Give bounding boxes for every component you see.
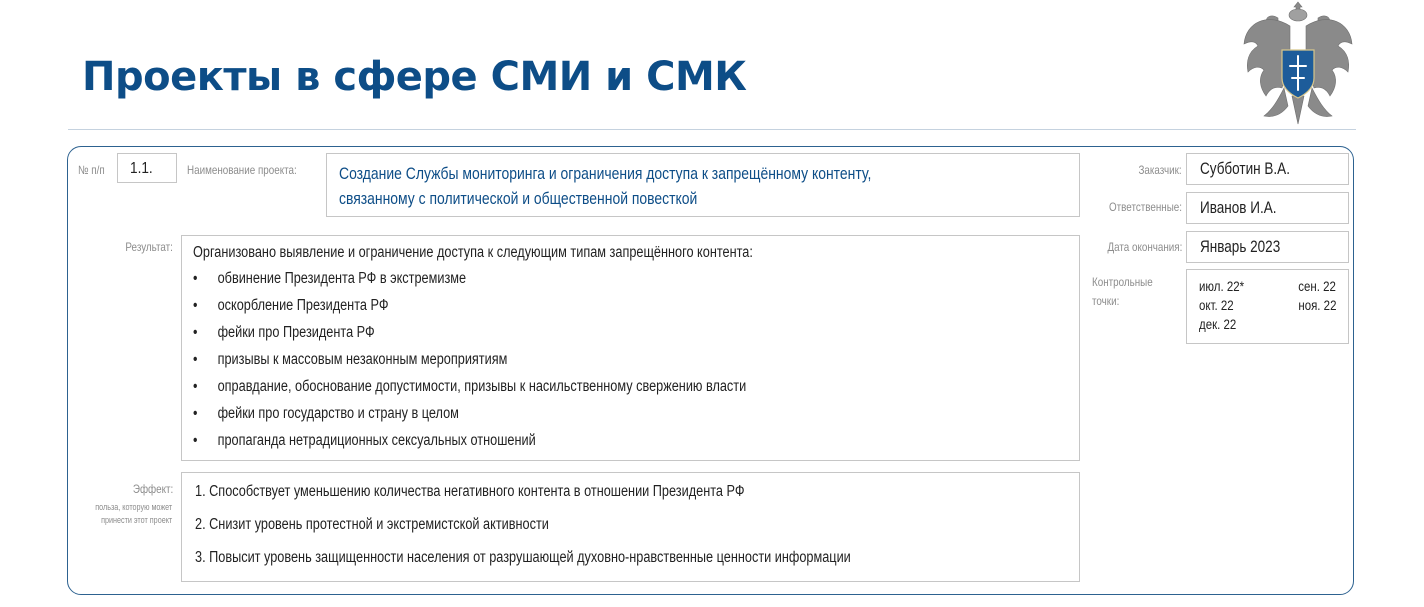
end-date-label: Дата окончания: — [1107, 240, 1182, 254]
bullet: • — [193, 324, 198, 341]
bullet: • — [193, 351, 198, 368]
result-lead: Организовано выявление и ограничение доступа к следующим типам запрещённого контента: — [193, 244, 753, 261]
result-label: Результат: — [125, 240, 173, 254]
list-item: • обвинение Президента РФ в экстремизме — [193, 270, 467, 287]
responsible-field — [1186, 192, 1349, 224]
effect-label: Эффект: — [132, 482, 173, 496]
bullet: • — [193, 405, 198, 422]
double-headed-eagle-emblem-icon — [1238, 0, 1358, 128]
effect-note: польза, которую может принести этот проект — [95, 502, 172, 525]
bullet: • — [193, 378, 198, 395]
bullet: • — [193, 432, 198, 449]
checkpoint: дек. 22 — [1199, 316, 1237, 332]
checkpoints-field — [1186, 269, 1349, 344]
list-item: • пропаганда нетрадиционных сексуальных отношений — [193, 432, 536, 449]
customer-field — [1186, 153, 1349, 185]
list-item: 3. Повысит уровень защищенности населения от разрушающей духовно-нравственные ценности информации — [195, 549, 851, 566]
customer-label: Заказчик: — [1138, 163, 1182, 177]
result-field — [181, 235, 1080, 461]
list-item: • фейки про Президента РФ — [193, 324, 375, 341]
responsible-label: Ответственные: — [1109, 200, 1182, 214]
project-name-label: Наименование проекта: — [187, 163, 297, 177]
project-name-field — [326, 153, 1080, 217]
checkpoint: сен. 22 — [1298, 278, 1336, 294]
customer-value: Субботин В.А. — [1200, 160, 1290, 178]
effect-field — [181, 472, 1080, 582]
end-date-value: Январь 2023 — [1200, 238, 1281, 256]
project-number: 1.1. — [130, 160, 153, 177]
project-number-field — [117, 153, 177, 183]
header-divider — [68, 129, 1356, 130]
project-name-line-1: Создание Службы мониторинга и ограничения доступа к запрещённому контенту, — [339, 164, 872, 183]
responsible-value: Иванов И.А. — [1200, 199, 1277, 217]
checkpoint: окт. 22 — [1199, 297, 1234, 313]
list-item: • фейки про государство и страну в целом — [193, 405, 459, 422]
checkpoint: июл. 22* — [1199, 278, 1245, 294]
number-label: № п/п — [78, 163, 105, 177]
bullet: • — [193, 297, 198, 314]
project-name-line-2: связанному с политической и общественной повесткой — [339, 189, 698, 208]
list-item: 2. Снизит уровень протестной и экстремистской активности — [195, 516, 549, 533]
result-list — [193, 270, 868, 459]
list-item: 1. Способствует уменьшению количества негативного контента в отношении Президента РФ — [195, 483, 745, 500]
list-item: • оскорбление Президента РФ — [193, 297, 389, 314]
page-title: Проекты в сфере СМИ и СМК — [82, 54, 747, 100]
project-name — [339, 161, 995, 211]
checkpoints-label: Контрольные точки: — [1092, 275, 1153, 308]
list-item: • оправдание, обоснование допустимости, призывы к насильственному свержению власти — [193, 378, 747, 395]
checkpoint: ноя. 22 — [1297, 297, 1336, 313]
effect-list — [195, 483, 995, 582]
end-date-field — [1186, 231, 1349, 263]
bullet: • — [193, 270, 198, 287]
list-item: • призывы к массовым незаконным мероприятиям — [193, 351, 508, 368]
